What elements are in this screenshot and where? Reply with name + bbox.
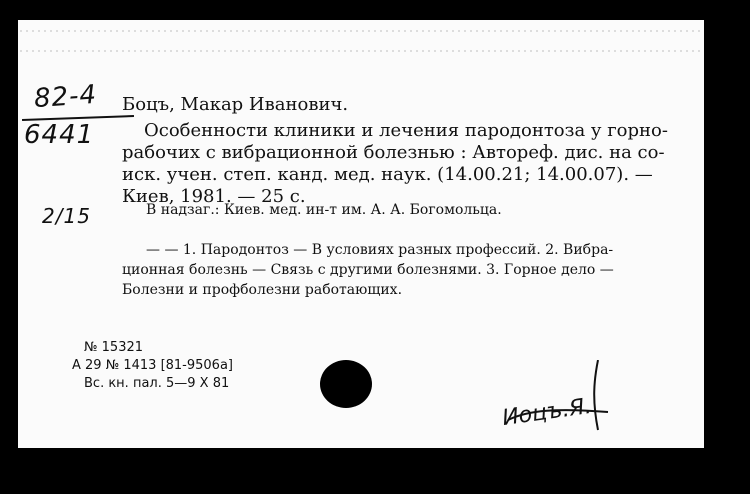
title-line: иск. учен. степ. канд. мед. наук. (14.00.21; 14.00.07). — (122, 164, 653, 185)
record-number: № 15321 (84, 340, 144, 355)
subject-line: — — 1. Пародонтоз — В условиях разных профессий. 2. Вибра- (146, 242, 614, 258)
handwritten-call-number-top: 82-4 (33, 79, 98, 115)
dotted-rule (18, 50, 704, 52)
ink-blot (320, 360, 372, 408)
dotted-rule (18, 30, 704, 32)
chamber-stamp-line: Вс. кн. пал. 5—9 X 81 (84, 376, 230, 391)
handwritten-call-number-bottom: 6441 (24, 120, 95, 150)
title-line: Киев, 1981. — 25 с. (122, 186, 306, 207)
subject-line: ционная болезнь — Связь с другими болезнями. 3. Горное дело — (122, 262, 614, 278)
subject-line: Болезни и профболезни работающих. (122, 282, 403, 298)
handwritten-margin-mark: 2/15 (42, 204, 91, 228)
signature-text: Иоцъ.Я. (500, 393, 594, 432)
catalog-card (18, 20, 704, 448)
title-line: Особенности клиники и лечения пародонтоза у горно- (144, 120, 668, 141)
author-heading: Боцъ, Макар Иванович. (122, 94, 349, 115)
institution-note: В надзаг.: Киев. мед. ин-т им. А. А. Богомольца. (146, 202, 502, 218)
title-line: рабочих с вибрационной болезнью : Автореф. дис. на со- (122, 142, 665, 163)
shelf-number: А 29 № 1413 [81-9506а] (72, 358, 233, 373)
